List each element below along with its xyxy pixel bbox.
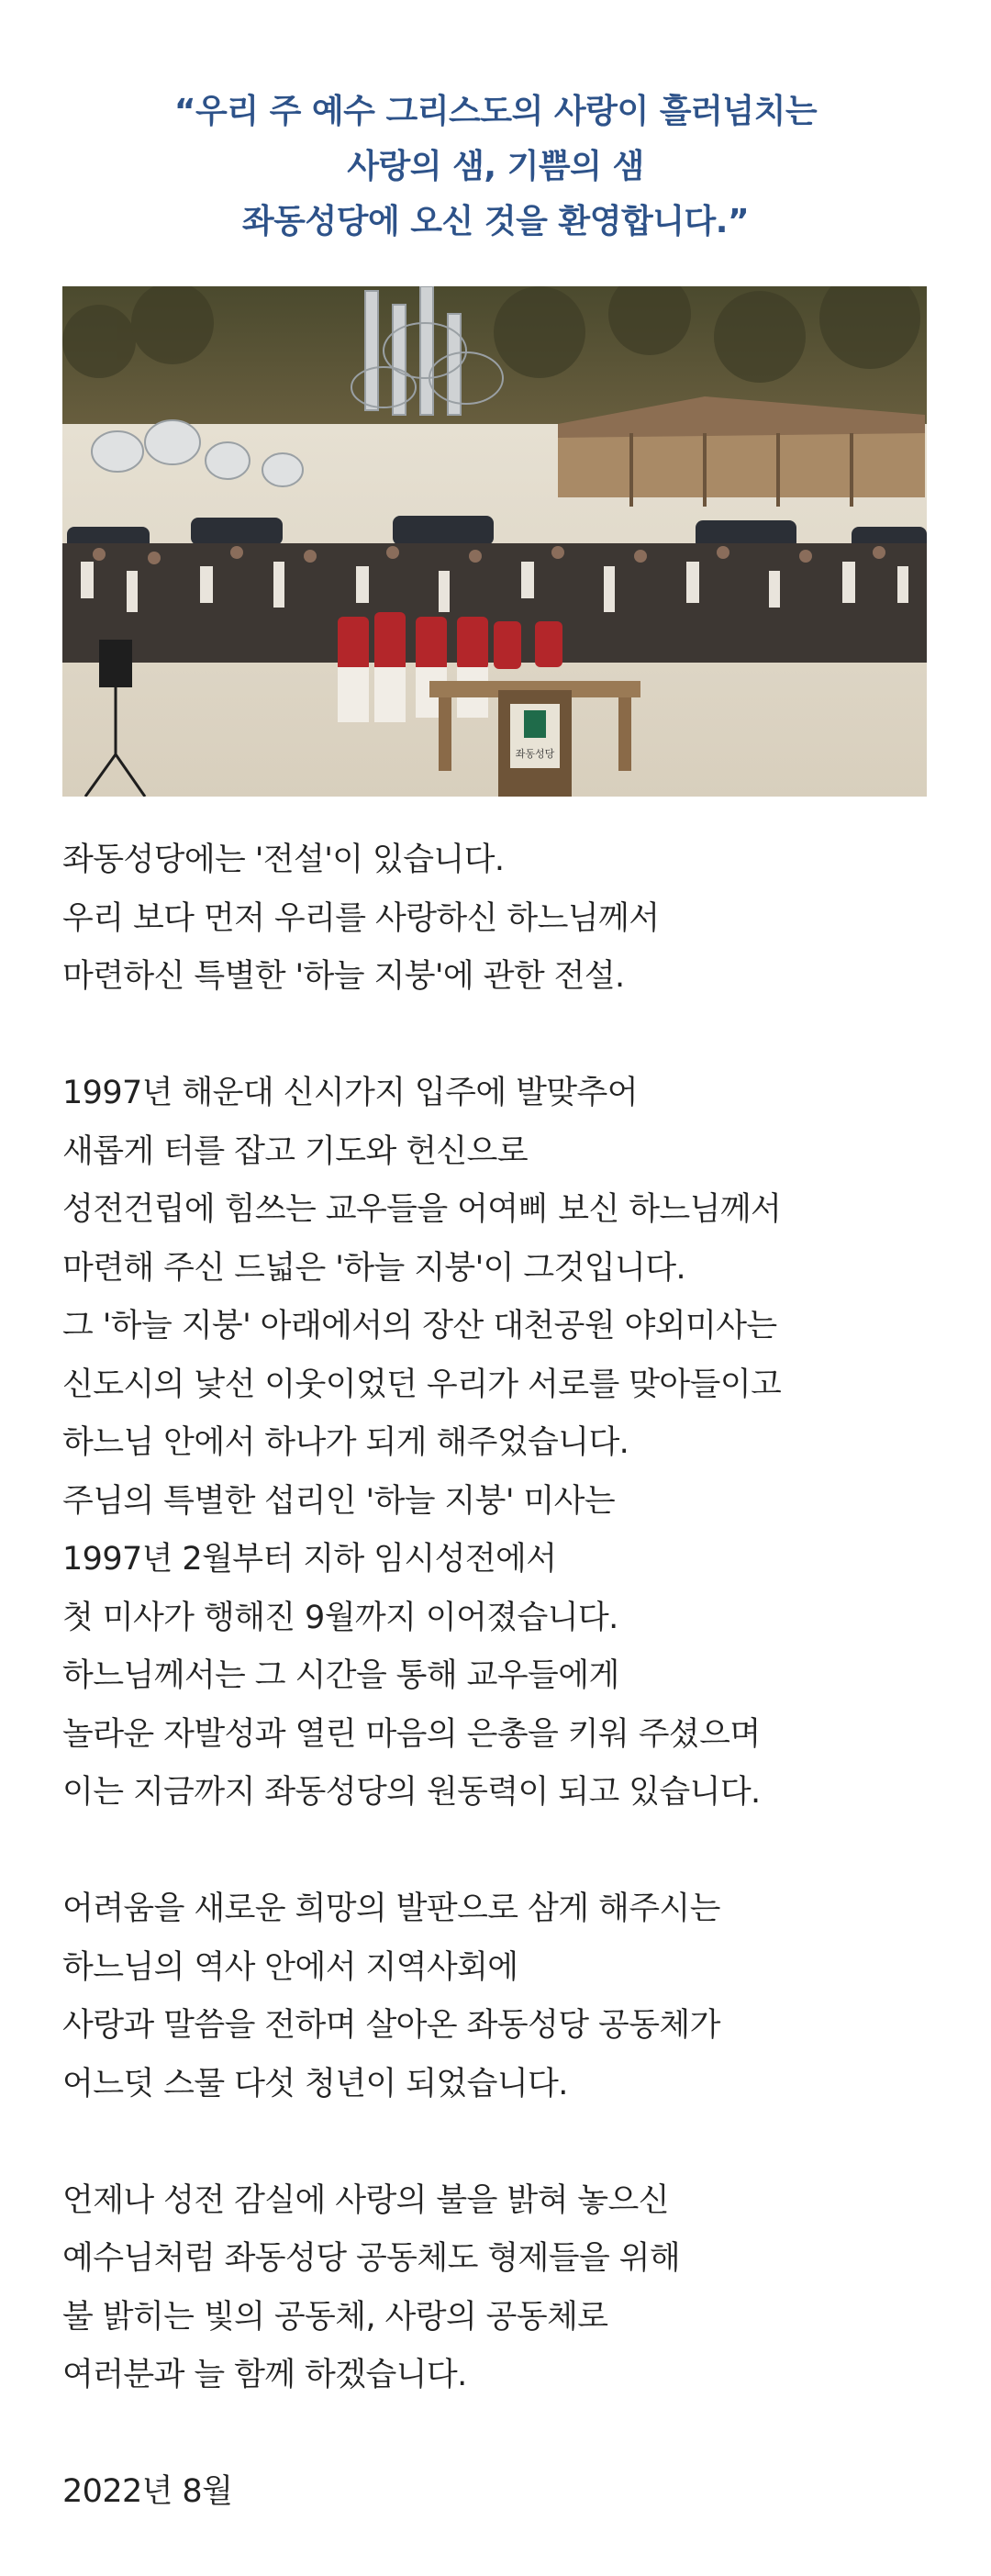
text-line: 그 '하늘 지붕' 아래에서의 장산 대천공원 야외미사는 [62,1308,777,1344]
text-line: 첫 미사가 행해진 9월까지 이어졌습니다. [62,1599,618,1636]
text-line: 1997년 해운대 신시가지 입주에 발맞추어 [62,1075,638,1111]
lectern-sign: 좌동성당 [515,748,555,760]
text-line: 마련하신 특별한 '하늘 지붕'에 관한 전설. [62,958,625,995]
text-line: 1997년 2월부터 지하 임시성전에서 [62,1541,557,1578]
text-line: 이는 지금까지 좌동성당의 원동력이 되고 있습니다. [62,1774,761,1811]
text-line: 사랑과 말씀을 전하며 살아온 좌동성당 공동체가 [62,2007,720,2044]
text-line: 여러분과 늘 함께 하겠습니다. [62,2357,467,2393]
text-line: 좌동성당에는 '전설'이 있습니다. [62,842,505,878]
text-line: 우리 보다 먼저 우리를 사랑하신 하느님께서 [62,899,660,937]
text-line: 마련해 주신 드넓은 '하늘 지붕'이 그것입니다. [62,1249,685,1287]
text-line: 언제나 성전 감실에 사랑의 불을 밝혀 놓으신 [62,2181,669,2219]
text-line: 하느님의 역사 안에서 지역사회에 [62,1948,518,1986]
text-line: 하느님 안에서 하나가 되게 해주었습니다. [62,1424,629,1461]
text-line: 신도시의 낯선 이웃이었던 우리가 서로를 맞아들이고 [62,1366,782,1403]
text-line: 새롭게 터를 잡고 기도와 헌신으로 [62,1132,529,1170]
greeting-body [62,831,943,2522]
text-line: 어려움을 새로운 희망의 발판으로 삼게 해주시는 [62,1890,720,1927]
welcome-quote [0,84,991,250]
paragraph-legend [62,831,943,1007]
text-line: 예수님처럼 좌동성당 공동체도 형제들을 위해 [62,2240,681,2277]
text-line: 주님의 특별한 섭리인 '하늘 지붕' 미사는 [62,1482,616,1520]
paragraph-promise [62,2172,943,2405]
quote-line: 좌동성당에 오신 것을 환영합니다.” [241,203,750,240]
outdoor-mass-photo [62,286,927,797]
paragraph-history [62,1065,943,1823]
text-line: 불 밝히는 빛의 공동체, 사랑의 공동체로 [62,2298,608,2336]
text-line: 성전건립에 힘쓰는 교우들을 어여삐 보신 하느님께서 [62,1191,782,1228]
quote-line: “우리 주 예수 그리스도의 사랑이 흘러넘치는 [173,93,818,130]
paragraph-community [62,1880,943,2113]
quote-line: 사랑의 샘, 기쁨의 샘 [347,148,644,185]
text-line: 2022년 8월 [62,2473,233,2510]
date-line [62,2463,943,2522]
text-line: 하느님께서는 그 시간을 통해 교우들에게 [62,1657,619,1694]
text-line: 놀라운 자발성과 열린 마음의 은총을 키워 주셨으며 [62,1715,761,1753]
text-line: 어느덧 스물 다섯 청년이 되었습니다. [62,2065,568,2102]
